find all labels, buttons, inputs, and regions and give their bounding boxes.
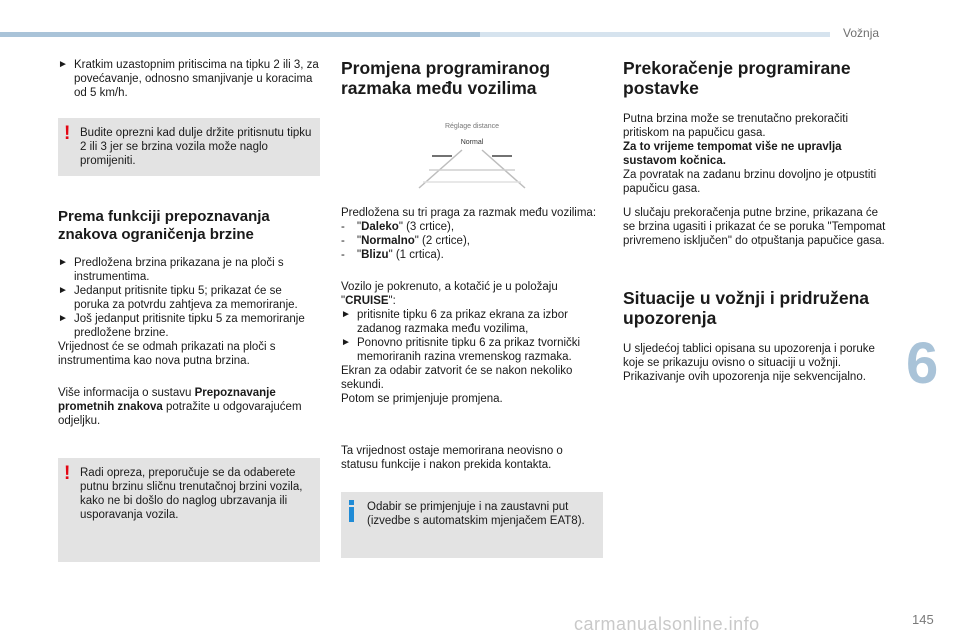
distance-option-close: - "Blizu" (1 crtica). (341, 249, 444, 261)
distance-setting-illustration (407, 120, 557, 192)
arrow-bullet-icon: ► (58, 313, 68, 324)
info-box-stopping (341, 492, 603, 558)
cruise-text: Vozilo je pokrenuto, a kotačić je u položaju "CRUISE": (341, 281, 558, 307)
heading-change-distance: Promjena programiranog razmaka među vozilima (341, 58, 551, 98)
heading-speed-limit-recognition: Prema funkciji prepoznavanja znakova ograničenja brzine (58, 208, 270, 243)
intro-bullet-text: Kratkim uzastopnim pritiscima na tipku 2 ili 3, za povećavanje, odnosno smanjivanje u koracima od 5 km/h. (74, 59, 319, 99)
chapter-number: 6 (906, 331, 939, 396)
section-label: Vožnja (843, 26, 880, 40)
exceeding-text: Putna brzina može se trenutačno prekoračiti pritiskom na papučicu gasa. Za to vrijeme tempomat više ne upravlja sustavom kočnica. Za povratak na zadanu brzinu dovoljno je otpustiti papučicu gasa. (623, 113, 877, 195)
header-rule-light (480, 32, 830, 37)
warning-box-caution (58, 458, 320, 562)
after-bullets-text: Vrijednost će se odmah prikazati na ploči s instrumentima kao nova putna brzina. (58, 341, 276, 367)
arrow-bullet-icon: ► (58, 257, 68, 268)
illustration-subtitle: Normal (460, 139, 484, 146)
info-icon (349, 500, 354, 522)
after-steps-text-2: Potom se primjenjuje promjena. (341, 393, 503, 405)
arrow-bullet-icon: ► (341, 337, 351, 348)
road-lanes-icon (407, 120, 557, 192)
header-rule-dark (0, 32, 480, 37)
intro-bullet (58, 58, 320, 100)
exceeding-message-text: U slučaju prekoračenja putne brzine, prikazana će se brzina ugasiti i prikazat će se poruka "Tempomat privremeno isključen" do otpuštanja papučice gasa. (623, 207, 886, 247)
list-item: ► Predložena brzina prikazana je na ploči s instrumentima. (58, 257, 284, 283)
arrow-bullet-icon: ► (58, 285, 68, 296)
situations-text: U sljedećoj tablici opisana su upozorenja i poruke koje se prikazuju ovisno o situaciji u vožnji. Prikazivanje ovih upozorenja nije sekvencijalno. (623, 343, 875, 383)
illustration-title: Réglage distance (444, 123, 500, 130)
warning-box-hold (58, 118, 320, 176)
list-item: ► Još jedanput pritisnite tipku 5 za memoriranje predložene brzine. (58, 313, 305, 339)
warning-icon: ! (64, 463, 71, 484)
page-number: 145 (912, 612, 934, 627)
distance-intro: Predložena su tri praga za razmak među vozilima: (341, 207, 597, 219)
more-info-text: Više informacija o sustavu Prepoznavanje prometnih znakova potražite u odgovarajućem odjeljku. (58, 387, 302, 427)
warning-text-caution: Radi opreza, preporučuje se da odaberete putnu brzinu sličnu trenutačnoj brzini vozila, kako ne bi došlo do naglog ubrzavanja ili usporavanja vozila. (80, 467, 303, 521)
distance-option-far: - "Daleko" (3 crtice), (341, 221, 455, 233)
heading-exceeding-setting: Prekoračenje programirane postavke (623, 58, 851, 98)
arrow-bullet-icon: ► (341, 309, 351, 320)
memory-note: Ta vrijednost ostaje memorirana neovisno o statusu funkcije i nakon prekida kontakta. (341, 445, 563, 471)
column-right (623, 58, 891, 394)
after-steps-text-1: Ekran za odabir zatvorit će se nakon nekoliko sekundi. (341, 365, 573, 391)
list-item: ► Ponovno pritisnite tipku 6 za prikaz tvornički memoriranih razina vremenskog razmaka. (341, 337, 581, 363)
column-middle (341, 58, 603, 558)
watermark: carmanualsonline.info (574, 614, 760, 634)
warning-icon: ! (64, 123, 71, 144)
info-text: Odabir se primjenjuje i na zaustavni put (izvedbe s automatskim mjenjačem EAT8). (367, 501, 585, 527)
list-item: ► pritisnite tipku 6 za prikaz ekrana za izbor zadanog razmaka među vozilima, (341, 309, 568, 335)
arrow-bullet-icon: ► (58, 59, 68, 70)
heading-driving-situations: Situacije u vožnji i pridružena upozorenja (623, 288, 870, 328)
column-left (58, 58, 320, 562)
warning-text-hold: Budite oprezni kad dulje držite pritisnutu tipku 2 ili 3 jer se brzina vozila može naglo promijeniti. (80, 127, 312, 167)
list-item: ► Jedanput pritisnite tipku 5; prikazat će se poruka za potvrdu zahtjeva za memoriranje. (58, 285, 298, 311)
distance-option-normal: - "Normalno" (2 crtice), (341, 235, 470, 247)
